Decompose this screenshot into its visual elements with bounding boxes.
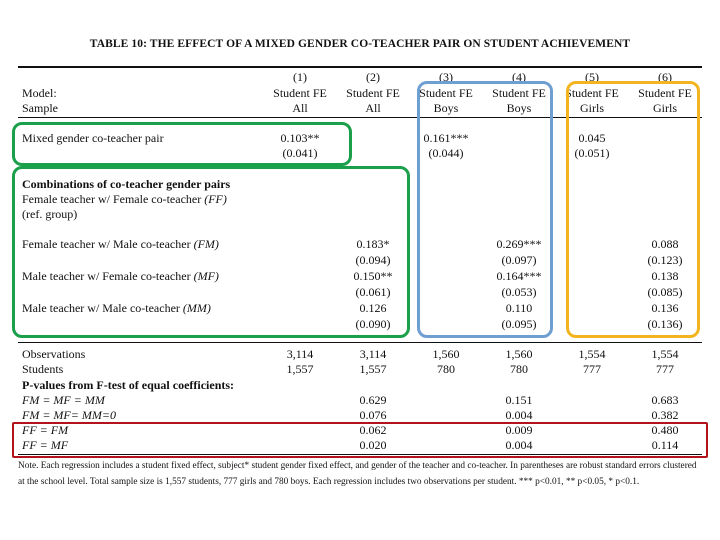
top-rule <box>18 66 702 68</box>
fm-c2: 0.183* <box>356 237 390 251</box>
col-6-sample: Girls <box>653 101 677 115</box>
col-6-number: (6) <box>658 70 672 84</box>
col-4-number: (4) <box>512 70 526 84</box>
col-1-sample: All <box>292 101 308 115</box>
mf-c6-se: (0.085) <box>647 285 683 299</box>
col-1-number: (1) <box>293 70 307 84</box>
col-4-model: Student FE <box>492 86 546 100</box>
col-2-model: Student FE <box>346 86 400 100</box>
table-note: Note. Each regression includes a student fixed effect, subject* student gender fixed effect, and gender of the teacher and co-teacher. In parentheses are robust standard errors clustered at the school level. Total sample size is 1,557 students, 777 girls and 780 boys. Each regression includes two observations per student. *** p<0.01, ** p<0.05, * p<0.1. <box>18 461 697 487</box>
pvalue-row-label: FM = MF = MM <box>22 393 105 407</box>
mf-c2: 0.150** <box>353 269 393 283</box>
fm-c6: 0.088 <box>651 237 679 251</box>
mf-label: Male teacher w/ Female co-teacher (MF) <box>22 269 219 283</box>
pvalue-c4: 0.004 <box>505 408 533 422</box>
combinations-heading: Combinations of co-teacher gender pairs <box>22 177 231 191</box>
students-c4: 780 <box>510 362 528 376</box>
orange-highlight-girls <box>566 81 700 338</box>
mixed-c3: 0.161*** <box>423 131 469 145</box>
observations-c6: 1,554 <box>651 347 679 361</box>
col-3-model: Student FE <box>419 86 473 100</box>
mf-c2-se: (0.061) <box>355 285 391 299</box>
fm-c4: 0.269*** <box>496 237 542 251</box>
mixed-c1: 0.103** <box>280 131 320 145</box>
sample-label: Sample <box>22 101 58 115</box>
pvalues-heading: P-values from F-test of equal coefficients: <box>22 378 235 392</box>
col-6-model: Student FE <box>638 86 692 100</box>
col-5-sample: Girls <box>580 101 604 115</box>
header-rule <box>18 117 702 118</box>
model-label: Model: <box>22 86 57 100</box>
pvalue-c6: 0.683 <box>651 393 679 407</box>
pvalue-c2: 0.076 <box>359 408 387 422</box>
mm-c6: 0.136 <box>651 301 679 315</box>
pvalue-c2: 0.629 <box>359 393 387 407</box>
fm-c4-se: (0.097) <box>501 253 537 267</box>
mm-c4: 0.110 <box>505 301 533 315</box>
fm-c6-se: (0.123) <box>647 253 683 267</box>
table-title: TABLE 10: THE EFFECT OF A MIXED GENDER CO-TEACHER PAIR ON STUDENT ACHIEVEMENT <box>89 38 631 50</box>
pvalue-c6: 0.382 <box>651 408 679 422</box>
students-label: Students <box>22 362 64 376</box>
pvalue-c6: 0.114 <box>651 438 679 452</box>
observations-c5: 1,554 <box>578 347 606 361</box>
col-3-number: (3) <box>439 70 453 84</box>
students-c3: 780 <box>437 362 455 376</box>
students-c6: 777 <box>656 362 674 376</box>
mixed-c3-se: (0.044) <box>428 146 464 160</box>
pvalue-row-label: FM = MF= MM=0 <box>22 408 116 422</box>
observations-c2: 3,114 <box>359 347 387 361</box>
pvalue-c4: 0.009 <box>505 423 533 437</box>
col-4-sample: Boys <box>506 101 532 115</box>
col-2-number: (2) <box>366 70 380 84</box>
col-5-number: (5) <box>585 70 599 84</box>
mf-c4-se: (0.053) <box>501 285 537 299</box>
mm-c6-se: (0.136) <box>647 317 683 331</box>
observations-c3: 1,560 <box>432 347 460 361</box>
pvalue-row-label: FF = MF <box>22 438 69 452</box>
col-1-model: Student FE <box>273 86 327 100</box>
blue-highlight-boys <box>417 81 553 338</box>
obs-rule <box>18 342 702 343</box>
pvalue-c6: 0.480 <box>651 423 679 437</box>
pvalue-c4: 0.151 <box>505 393 533 407</box>
ff-label: Female teacher w/ Female co-teacher (FF) <box>22 192 227 206</box>
mixed-gender-label: Mixed gender co-teacher pair <box>22 131 164 145</box>
col-5-model: Student FE <box>565 86 619 100</box>
fm-label: Female teacher w/ Male co-teacher (FM) <box>22 237 219 251</box>
observations-label: Observations <box>22 347 86 361</box>
col-3-sample: Boys <box>433 101 459 115</box>
pvalue-c2: 0.062 <box>359 423 387 437</box>
observations-c4: 1,560 <box>505 347 533 361</box>
students-c2: 1,557 <box>359 362 387 376</box>
observations-c1: 3,114 <box>286 347 314 361</box>
mm-c2-se: (0.090) <box>355 317 391 331</box>
pvalue-c2: 0.020 <box>359 438 387 452</box>
mixed-c1-se: (0.041) <box>282 146 318 160</box>
mixed-c5-se: (0.051) <box>574 146 610 160</box>
mm-c4-se: (0.095) <box>501 317 537 331</box>
students-c1: 1,557 <box>286 362 314 376</box>
mf-c4: 0.164*** <box>496 269 542 283</box>
mixed-c5: 0.045 <box>578 131 606 145</box>
fm-c2-se: (0.094) <box>355 253 391 267</box>
mm-label: Male teacher w/ Male co-teacher (MM) <box>22 301 211 315</box>
mf-c6: 0.138 <box>651 269 679 283</box>
mm-c2: 0.126 <box>359 301 387 315</box>
students-c5: 777 <box>583 362 601 376</box>
pvalue-c4: 0.004 <box>505 438 533 452</box>
col-2-sample: All <box>365 101 381 115</box>
ff-ref-group: (ref. group) <box>22 207 78 221</box>
pvalue-row-label: FF = FM <box>22 423 69 437</box>
bottom-rule <box>18 454 702 455</box>
